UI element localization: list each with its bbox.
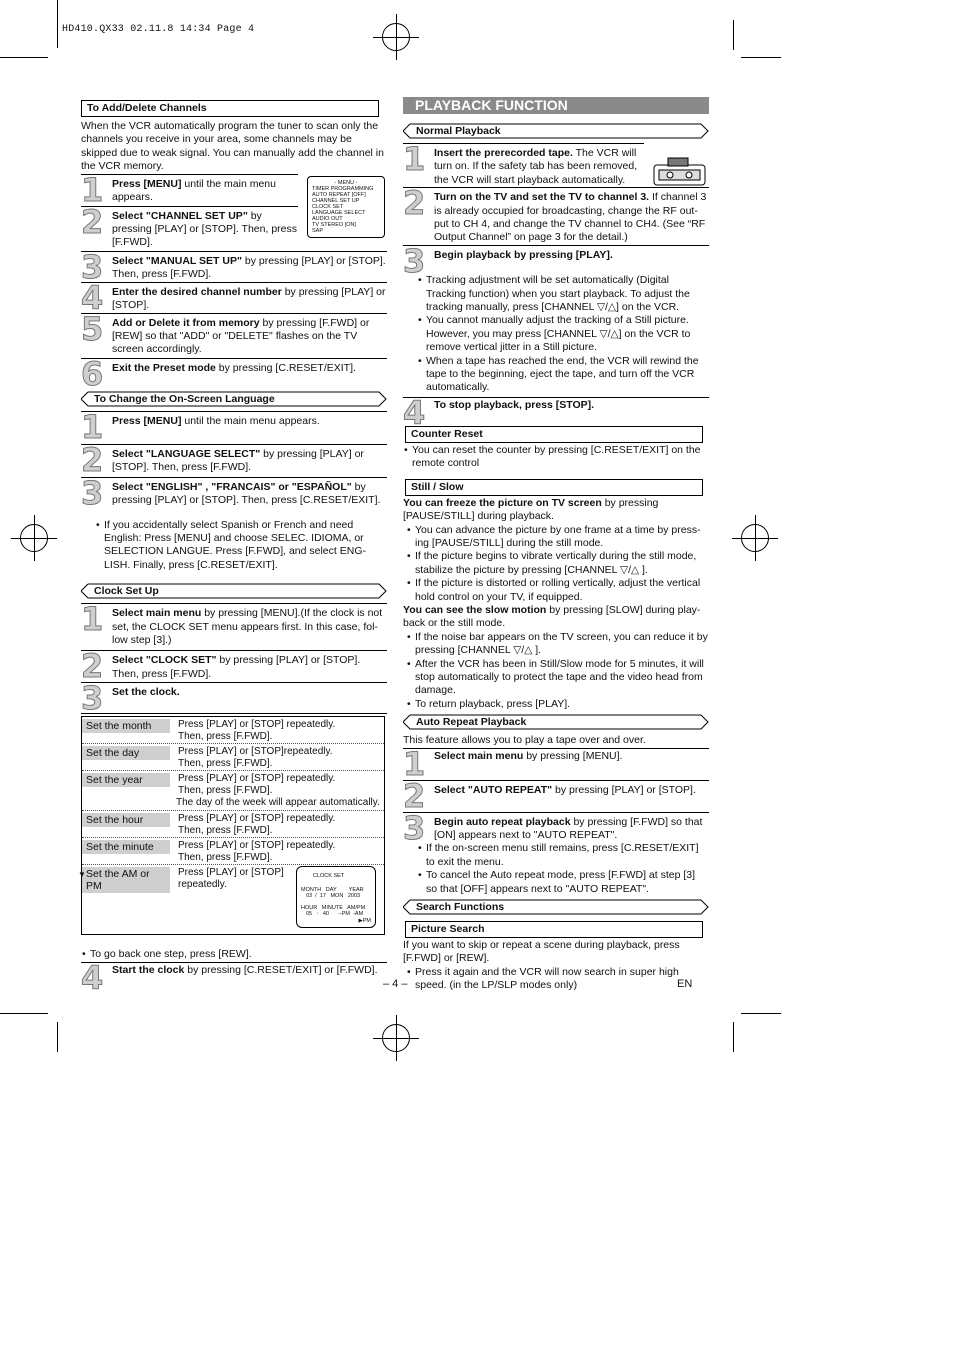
table-row-text: Then, press [F.FWD]. [178, 825, 273, 837]
step-action: Select main menu [434, 749, 524, 762]
step [81, 958, 387, 997]
still-heading: Still / Slow [405, 479, 703, 496]
bullet-note: • If the noise bar appears on the TV screen, you can reduce it by pressing [CHANNEL ▽/△ ]. [406, 631, 709, 658]
registration-mark [382, 23, 410, 51]
step [81, 647, 387, 686]
menu-line: LANGUAGE SELECT [312, 209, 366, 216]
menu-line: AUDIO OUT [312, 215, 343, 222]
crop-mark [741, 57, 781, 58]
table-row-label: Set the day [82, 746, 170, 760]
step-number: 1 [81, 600, 104, 639]
menu-line: AUTO REPEAT [OFF] [312, 191, 366, 198]
step-number: 3 [81, 473, 104, 512]
picture-search-heading: Picture Search [405, 921, 703, 938]
slow-notes [406, 631, 709, 711]
step-text: by pressing [PLAY] or [STOP]. Then, press [C.RESET/EXIT]. [112, 480, 381, 507]
step [81, 202, 298, 251]
step [81, 407, 387, 446]
step-text: by pressing [PLAY] or [STOP]. [552, 783, 696, 796]
step-action: Set the clock. [112, 686, 180, 699]
table-row-label: Set the AM or PM [82, 867, 170, 893]
table-row [82, 744, 384, 771]
step [81, 679, 387, 718]
step-action: Press [MENU] [112, 414, 182, 427]
table-row-text: Press [PLAY] or [STOP] repeatedly. [178, 840, 336, 852]
step-text: by pressing [F.FWD] or [REW] so that "ADD" or "DELETE" flashes on the TV screen accordingly. [112, 316, 370, 356]
normal-notes [417, 274, 709, 395]
table-row-text: Then, press [F.FWD]. [178, 852, 273, 864]
step-action: Select "LANGUAGE SELECT" [112, 447, 261, 460]
step-number: 1 [403, 140, 426, 178]
step-number: 3 [81, 247, 104, 286]
step-action: Begin playback by pressing [PLAY]. [434, 249, 613, 262]
step [403, 140, 644, 187]
step-text: until the main menu appears. [181, 414, 320, 427]
step-number: 1 [81, 407, 104, 446]
step-action: Turn on the TV and set the TV to channel 3. [434, 191, 650, 204]
step-action: Start the clock [112, 963, 185, 976]
counter-notes [403, 444, 709, 471]
step [81, 309, 387, 358]
clock-notes [81, 948, 387, 961]
table-row [78, 865, 384, 935]
table-row-text: Then, press [F.FWD]. [178, 758, 273, 770]
bullet-note: • If the picture begins to vibrate vertically during the still mode, stabilize the picture by pressing [CHANNEL ▽/△ ]. [406, 550, 709, 577]
counter-heading: Counter Reset [405, 426, 703, 443]
step-text: The VCR will turn on. If the safety tab has been removed, the VCR will start playback automatically. [434, 147, 638, 186]
step-text: by pressing [C.RESET/EXIT]. [215, 361, 356, 374]
picture-search-intro: If you want to skip or repeat a scene during playback, press [F.FWD] or [REW]. [403, 939, 680, 965]
clock-set-line: 05 : 40 --PM -AM [306, 911, 364, 918]
step-text: If channel 3 is already occupied for broadcasting, change the RF out-put to CH 4, and change the TV channel to CH4. (See “RF Output Channel” on page 3 for the detail.) [434, 191, 707, 244]
table-row [82, 771, 384, 811]
picture-search-notes [406, 966, 709, 993]
crop-mark [57, 0, 58, 48]
step-text: by pressing [PLAY] or [STOP]. Then, press [F.FWD]. [112, 254, 386, 281]
search-heading [403, 899, 709, 915]
step [81, 473, 387, 518]
normal-steps [403, 140, 709, 281]
step-number: 3 [403, 242, 426, 281]
still-notes [406, 524, 709, 604]
clock-heading-text: Clock Set Up [94, 585, 159, 598]
step-number: 3 [81, 679, 104, 718]
table-row-label: Set the month [82, 719, 170, 733]
step-number: 4 [81, 958, 104, 997]
bullet-note: • To go back one step, press [REW]. [81, 948, 387, 961]
crop-mark [733, 20, 734, 50]
pointer-icon: ▼ [78, 870, 86, 880]
table-row-label: Set the minute [82, 840, 170, 854]
table-row-label: Set the year [82, 773, 170, 787]
clock-heading [81, 583, 387, 599]
table-row-text: Press [PLAY] or [STOP] repeatedly. [178, 773, 336, 785]
step-action: Begin auto repeat playback [434, 815, 571, 828]
step-action: Select "AUTO REPEAT" [434, 783, 553, 796]
bullet-note: • If the on-screen menu still remains, press [C.RESET/EXIT] to exit the menu. [417, 842, 709, 869]
menu-line: CHANNEL SET UP [312, 197, 360, 204]
normal-playback-heading [403, 123, 709, 139]
step [81, 440, 387, 479]
step-action: Select main menu [112, 607, 202, 620]
add-delete-intro: When the VCR automatically program the tuner to scan only the channels you receive in your area, some channels may be skipped due to weak signal. You can manually add the channel in the VCR memory. [81, 120, 384, 173]
menu-line: SAP [312, 227, 324, 234]
repeat-intro: This feature allows you to play a tape over and over. [403, 734, 646, 747]
step [403, 776, 709, 815]
step-action: Exit the Preset mode [112, 361, 216, 374]
step [403, 744, 709, 783]
step [81, 354, 387, 393]
table-row-text: Press [PLAY] or [STOP] [178, 867, 284, 879]
step-number: 2 [81, 202, 104, 241]
bullet-note: • If you accidentally select Spanish or French and need English: Press [MENU] and choose SELEC. IDIOMA, or SELECTION LANGUE. Press [F.FWD], and select ENG-LISH. Finally, press [C.RESET/EXIT]. [95, 519, 387, 573]
step-number: 1 [403, 744, 426, 783]
crop-mark [741, 1013, 781, 1014]
repeat-notes [417, 842, 709, 896]
bullet-note: • You cannot manually adjust the tracking of a Still picture. However, you may press [CHANNEL ▽/△] on the VCR to remove vertical jitter in a Still picture. [417, 314, 709, 354]
repeat-heading-text: Auto Repeat Playback [416, 716, 527, 729]
still-intro [403, 497, 709, 524]
left-column [78, 100, 387, 997]
right-column [403, 97, 709, 993]
menu-line: TIMER PROGRAMMING [312, 185, 374, 192]
still-intro-bold: You can freeze the picture on TV screen [403, 496, 602, 509]
table-row [82, 838, 384, 865]
clock-set-line: HOUR MINUTE AM/PM [301, 904, 366, 911]
step-text: by pressing [PLAY] or [STOP]. Then, press [F.FWD]. [112, 447, 364, 474]
step [403, 184, 709, 245]
step-action: Enter the desired channel number [112, 285, 282, 298]
table-row-label: Set the hour [82, 813, 170, 827]
step-text: by pressing [C.RESET/EXIT] or [F.FWD]. [184, 963, 378, 976]
step-text: by pressing [F.FWD] so that [ON] appears next to "AUTO REPEAT". [434, 815, 703, 841]
step-text: by pressing [PLAY] or [STOP]. Then, press [F.FWD]. [112, 654, 361, 680]
clock-set-screen [296, 866, 376, 928]
step-number: 2 [403, 184, 426, 223]
registration-mark [741, 524, 769, 552]
section-title: PLAYBACK FUNCTION [403, 97, 709, 114]
table-row-text: The day of the week will appear automatically. [176, 797, 380, 809]
bullet-note: • If the picture is distorted or rolling vertically, adjust the vertical hold control on your TV, if equipped. [406, 577, 709, 604]
slow-intro [403, 604, 709, 631]
table-row-text: Press [PLAY] or [STOP] repeatedly. [178, 719, 336, 731]
add-delete-heading: To Add/Delete Channels [81, 100, 379, 117]
language-code: EN [677, 978, 693, 990]
crop-mark [733, 1022, 734, 1052]
clock-set-table [78, 716, 385, 935]
crop-mark [57, 1022, 58, 1052]
step-action: Select "ENGLISH" , "FRANCAIS" or "ESPAÑOL" [112, 480, 352, 493]
step-number: 1 [81, 170, 104, 209]
normal-playback-heading-text: Normal Playback [416, 125, 501, 137]
search-heading-text: Search Functions [416, 901, 505, 914]
registration-mark [20, 524, 48, 552]
step-action: Select "CHANNEL SET UP" [112, 209, 248, 222]
clock-set-title: CLOCK SET [313, 873, 345, 880]
step-action: Press [MENU] [112, 177, 182, 190]
menu-line: CLOCK SET [312, 203, 344, 210]
table-row-text: Press [PLAY] or [STOP] repeatedly. [178, 813, 336, 825]
step-number: 6 [81, 354, 104, 393]
step-action: Insert the prerecorded tape. [434, 147, 573, 159]
page-number: – 4 – [383, 978, 408, 990]
still-intro-text: by pressing [PAUSE/STILL] during playback. [403, 496, 659, 523]
crop-mark [0, 1013, 48, 1014]
step-text: by pressing [MENU].(If the clock is not set, the CLOCK SET menu appears first. In this case, fol-low step [3].) [112, 607, 383, 647]
crop-mark [0, 57, 48, 58]
language-notes [95, 519, 387, 573]
step-text: by pressing [PLAY] or [STOP]. [112, 285, 386, 312]
clock-set-line: 03 / 17 MON 2003 [306, 893, 361, 900]
step-number: 4 [81, 278, 104, 317]
table-row [82, 811, 384, 838]
step-number: 4 [403, 393, 426, 432]
step [81, 170, 298, 209]
step-action: Select "CLOCK SET" [112, 654, 217, 667]
table-row-text: Press [PLAY] or [STOP]repeatedly. [178, 746, 333, 758]
step-action: To stop playback, press [STOP]. [434, 398, 595, 411]
bullet-note: • Tracking adjustment will be set automatically (Digital Tracking function) when you start playback. To adjust the tracking manually, press [CHANNEL ▽/△] on the VCR. [417, 274, 709, 314]
vcr-tape-icon [653, 157, 707, 187]
step-text: by pressing [MENU]. [523, 749, 623, 762]
bullet-note: • To return playback, press [PLAY]. [406, 698, 709, 711]
clock-set-line: MONTH DAY YEAR [301, 886, 364, 893]
slow-intro-text: by pressing [SLOW] during play-back or the still mode. [403, 603, 701, 630]
language-heading-text: To Change the On-Screen Language [94, 392, 275, 405]
step [81, 278, 387, 317]
step-number: 2 [403, 776, 426, 815]
language-heading [81, 391, 387, 407]
print-slug: HD410.QX33 02.11.8 14:34 Page 4 [62, 24, 255, 35]
slow-intro-bold: You can see the slow motion [403, 603, 547, 616]
bullet-note: • After the VCR has been in Still/Slow mode for 5 minutes, it will stop automatically to protect the tape and the video head from damage. [406, 658, 709, 698]
table-row-text: Then, press [F.FWD]. [178, 785, 273, 797]
step-text: by pressing [PLAY] or [STOP]. Then, press [F.FWD]. [112, 209, 298, 249]
step [81, 247, 387, 286]
table-row-text: repeatedly. [178, 879, 227, 891]
menu-screen-title: - MENU - [334, 179, 358, 186]
bullet-note: • You can advance the picture by one frame at a time by press-ing [PAUSE/STILL] during the still mode. [406, 524, 709, 551]
step [403, 242, 709, 281]
bullet-note: • Press it again and the VCR will now search in super high speed. (in the LP/SLP modes only) [406, 966, 709, 993]
bullet-note: • When a tape has reached the end, the VCR will rewind the tape to the beginning, eject the tape, and turn off the VCR automatically. [417, 355, 709, 395]
clock-set-line: ▶PM [358, 917, 371, 924]
step [403, 808, 709, 847]
step-number: 2 [81, 647, 104, 686]
step [81, 600, 387, 650]
step-number: 2 [81, 440, 104, 479]
table-row [82, 717, 384, 744]
menu-line: TV STEREO [ON] [312, 221, 357, 228]
step-action: Select "MANUAL SET UP" [112, 254, 242, 267]
step-number: 5 [81, 309, 104, 348]
table-row-text: Then, press [F.FWD]. [178, 731, 273, 743]
step-number: 3 [403, 808, 426, 847]
add-delete-steps [81, 170, 387, 393]
step-text: until the main menu appears. [112, 177, 276, 204]
repeat-heading [403, 714, 709, 730]
bullet-note: • To cancel the Auto repeat mode, press [F.FWD] at step [3] so that [OFF] appears next to "AUTO REPEAT". [417, 869, 709, 896]
registration-mark [382, 1024, 410, 1052]
bullet-note: • You can reset the counter by pressing [C.RESET/EXIT] on the remote control [403, 444, 709, 471]
menu-screen [307, 176, 385, 238]
step-action: Add or Delete it from memory [112, 316, 260, 329]
step [403, 393, 709, 432]
